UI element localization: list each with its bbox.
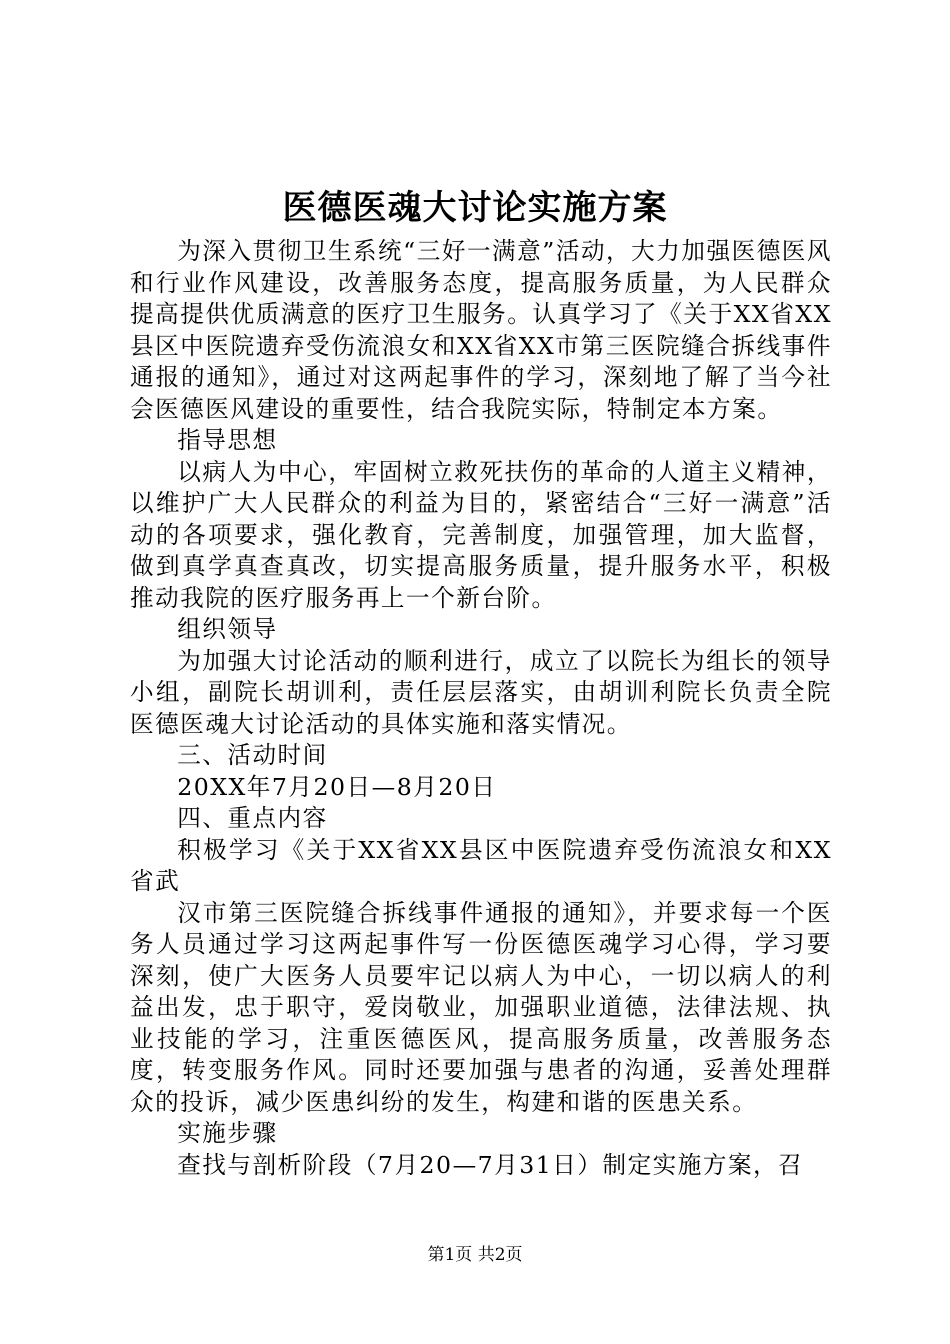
- page-number-footer: 第1页 共2页: [427, 1245, 523, 1265]
- heading-organization: 组织领导: [177, 615, 278, 643]
- document-body: [130, 236, 832, 1181]
- paragraph-guiding-ideology: 以病人为中心，牢固树立救死扶伤的革命的人道主义精神，以维护广大人民群众的利益为目的，紧密结合“三好一满意”活动的各项要求，强化教育，完善制度，加强管理，加大监督，做到真学真查真改，切实提高服务质量，提升服务水平，积极推动我院的医疗服务再上一个新台阶。: [130, 457, 832, 612]
- heading-activity-time: 三、活动时间: [177, 741, 328, 769]
- paragraph-organization: 为加强大讨论活动的顺利进行，成立了以院长为组长的领导小组，副院长胡训利，责任层层落实，由胡训利院长负责全院医德医魂大讨论活动的具体实施和落实情况。: [130, 646, 832, 738]
- paragraph-implementation-steps: 查找与剖析阶段（7月20—7月31日）制定实施方案，召: [177, 1150, 804, 1179]
- heading-guiding-ideology: 指导思想: [177, 426, 278, 454]
- paragraph-activity-time: 20XX年7月20日—8月20日: [177, 772, 497, 801]
- heading-key-content: 四、重点内容: [177, 804, 328, 832]
- paragraph-key-content-1: 积极学习《关于XX省XX县区中医院遗弃受伤流浪女和XX省武: [130, 835, 832, 895]
- paragraph-intro: 为深入贯彻卫生系统“三好一满意”活动，大力加强医德医风和行业作风建设，改善服务态度，提高服务质量，为人民群众提高提供优质满意的医疗卫生服务。认真学习了《关于XX省XX县区中医院遗弃受伤流浪女和XX省XX市第三医院缝合拆线事件通报的通知》，通过对这两起事件的学习，深刻地了解了当今社会医德医风建设的重要性，结合我院实际，特制定本方案。: [130, 237, 832, 423]
- document-title: 医德医魂大讨论实施方案: [282, 188, 668, 228]
- heading-implementation-steps: 实施步骤: [177, 1119, 278, 1147]
- paragraph-key-content-2: 汉市第三医院缝合拆线事件通报的通知》，并要求每一个医务人员通过学习这两起事件写一份医德医魂学习心得，学习要深刻，使广大医务人员要牢记以病人为中心，一切以病人的利益出发，忠于职守，爱岗敬业，加强职业道德，法律法规、执业技能的学习，注重医德医风，提高服务质量，改善服务态度，转变服务作风。同时还要加强与患者的沟通，妥善处理群众的投诉，减少医患纠纷的发生，构建和谐的医患关系。: [130, 898, 832, 1116]
